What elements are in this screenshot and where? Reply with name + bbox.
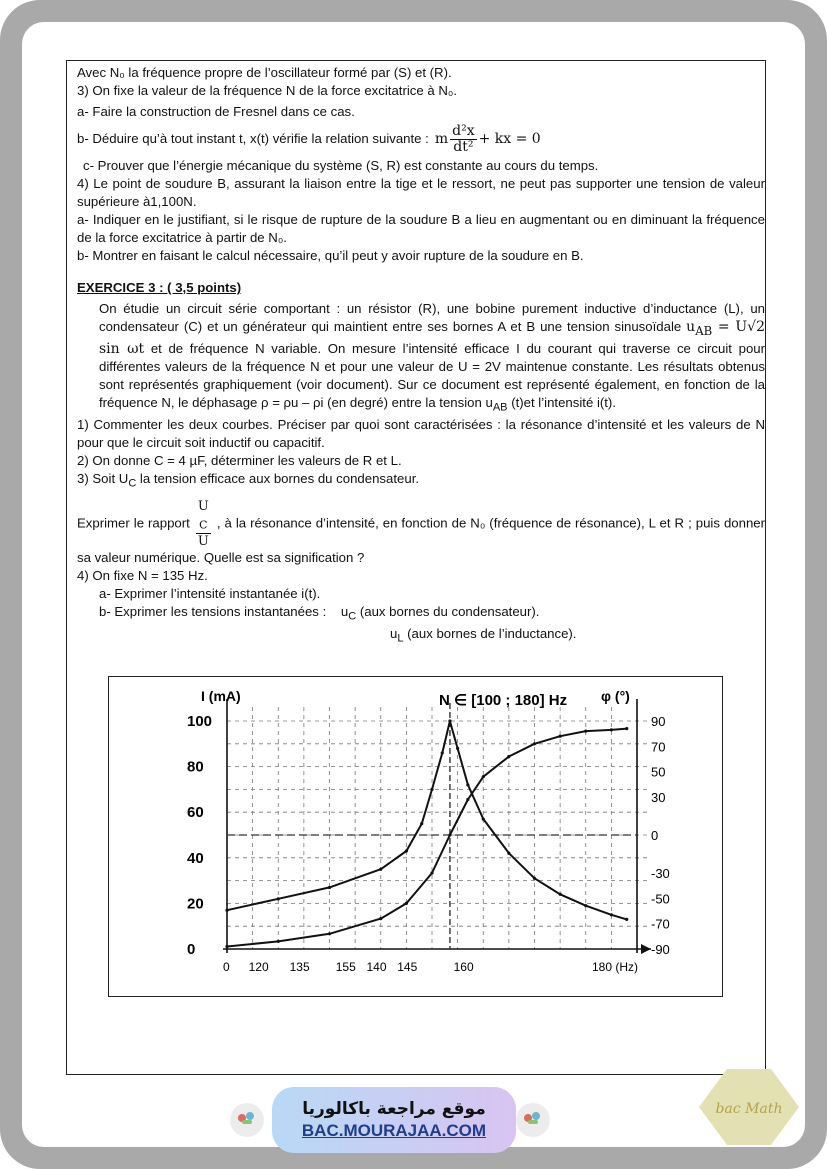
y-left-tick-label: 60 bbox=[187, 804, 204, 822]
question-3a: a- Faire la construction de Fresnel dans ce cas. bbox=[77, 104, 355, 119]
intro-sub: AB bbox=[492, 401, 508, 414]
y-left-tick-label: 0 bbox=[187, 941, 196, 958]
chart-ylabel-left: I (mA) bbox=[201, 688, 241, 704]
chart-title: N ∈ [100 ; 180] Hz bbox=[439, 692, 568, 709]
intensity-point bbox=[610, 913, 613, 916]
equation-m: m bbox=[434, 131, 449, 147]
ex3-question-4b-ul bbox=[77, 625, 765, 648]
chart-ylabel-right: φ (°) bbox=[601, 688, 630, 704]
footer-arabic-title: موقع مراجعة باكالوريا bbox=[302, 1099, 486, 1119]
phase-point bbox=[405, 902, 408, 905]
chart-left-ticks bbox=[187, 713, 212, 958]
site-logo-left bbox=[230, 1103, 264, 1137]
uc-text: (aux bornes du condensateur). bbox=[356, 603, 540, 619]
intensity-curve bbox=[227, 721, 627, 919]
y-left-tick-label: 100 bbox=[187, 713, 213, 730]
y-right-tick-label: 30 bbox=[651, 790, 666, 805]
uc-letter: u bbox=[340, 603, 349, 619]
x-tick-label: 120 bbox=[248, 960, 269, 974]
exam-content bbox=[77, 64, 765, 648]
phase-point bbox=[482, 775, 485, 778]
ul-sub: L bbox=[397, 632, 404, 645]
question-3: 3) On fixe la valeur de la fréquence N de la force excitatrice à N₀. bbox=[77, 83, 458, 98]
footer-url-link[interactable]: BAC.MOURAJAA.COM bbox=[301, 1121, 487, 1140]
phase-point bbox=[277, 940, 280, 943]
y-right-tick-label: -30 bbox=[651, 866, 670, 881]
question-4: 4) Le point de soudure B, assurant la liaison entre la tige et le ressort, ne peut pas supporter une tension de valeur supérieure à1,100N. bbox=[77, 176, 765, 209]
x-tick-label: 180 (Hz) bbox=[592, 960, 639, 974]
ex3-question-2: 2) On donne C = 4 µF, déterminer les valeurs de R et L. bbox=[77, 453, 402, 469]
y-right-tick-label: -90 bbox=[651, 942, 670, 957]
intensity-point bbox=[379, 868, 382, 871]
equation-numerator: d²x bbox=[452, 122, 475, 139]
y-left-tick-label: 80 bbox=[187, 758, 204, 776]
ex3-question-4b bbox=[77, 603, 765, 626]
ratio-text-b: , à la résonance d’intensité, en fonction de N₀ (fréquence de résonance), L et R ; puis donner sa valeur numérique. Quelle est sa signification ? bbox=[77, 515, 766, 565]
y-right-tick-label: 0 bbox=[651, 828, 659, 843]
phase-point bbox=[533, 742, 536, 745]
phase-point bbox=[625, 727, 628, 730]
question-3c: c- Prouver que l’énergie mécanique du système (S, R) est constante au cours du temps. bbox=[83, 158, 599, 173]
intensity-point bbox=[559, 893, 562, 896]
x-tick-label: 0 bbox=[223, 960, 230, 974]
x-tick-label: 140 bbox=[366, 960, 387, 974]
intensity-point bbox=[405, 849, 408, 852]
exercise-3-title: EXERCICE 3 : ( 3,5 points) bbox=[77, 280, 242, 295]
ratio-num-sub: C bbox=[199, 518, 208, 532]
ratio-fraction bbox=[196, 499, 211, 549]
x-tick-label: 145 bbox=[397, 960, 418, 974]
intensity-point bbox=[225, 909, 228, 912]
q4b-text: b- Exprimer les tensions instantanées : bbox=[99, 603, 327, 619]
q3-text: 3) Soit U bbox=[77, 471, 129, 487]
x-tick-label: 160 bbox=[453, 960, 474, 974]
intensity-point bbox=[482, 817, 485, 820]
y-right-tick-label: 50 bbox=[651, 764, 666, 780]
chart-series bbox=[225, 719, 628, 948]
chart-grid bbox=[223, 699, 651, 954]
phase-point bbox=[559, 735, 562, 738]
y-left-tick-label: 20 bbox=[187, 895, 204, 913]
x-tick-label: 135 bbox=[289, 960, 310, 974]
y-right-tick-label: 70 bbox=[651, 739, 666, 755]
intro-part-c: (t)et l’intensité i(t). bbox=[507, 394, 616, 410]
intro-part-a: On étudie un circuit série comportant : un résistor (R), une bobine purement inductive d’inductance (L), un condensateur (C) et un générateur qui maintient entre ses bornes A et B une tension sinusoïdale bbox=[99, 301, 765, 334]
ex3-question-3-ratio bbox=[77, 499, 765, 567]
question-4a: a- Indiquer en le justifiant, si le risque de rupture de la soudure B a lieu en augmentant ou en diminuant la fréquence de la force excitatrice à partir de N₀. bbox=[77, 212, 765, 245]
ratio-text-a: Exprimer le rapport bbox=[77, 515, 190, 531]
y-right-tick-label: -70 bbox=[651, 916, 670, 932]
intro-part-b: et de fréquence N variable. On mesure l’intensité efficace I du courant qui traverse ce circuit pour différentes valeurs de la fréquence N et pour une valeur de U = 2V maintenue constante. Les résultats obtenus sont représentés graphiquement (voir document). Sur ce document est représenté également, en fonction de la fréquence N, le déphasage ρ = ρu – ρi (en degré) entre la tension u bbox=[99, 340, 765, 410]
intensity-point bbox=[328, 886, 331, 889]
question-3b-text: b- Déduire qu’à tout instant t, x(t) vérifie la relation suivante : bbox=[77, 131, 429, 146]
ul-letter: u bbox=[390, 626, 398, 642]
phase-point bbox=[584, 730, 587, 733]
y-right-tick-label: -50 bbox=[651, 891, 670, 907]
y-left-tick-label: 40 bbox=[187, 849, 204, 867]
chart-right-ticks bbox=[651, 714, 670, 957]
resonance-chart bbox=[108, 676, 723, 997]
ul-text: (aux bornes de l’inductance). bbox=[403, 626, 577, 642]
intensity-point bbox=[441, 751, 444, 754]
intensity-point bbox=[456, 747, 459, 750]
intensity-point bbox=[584, 904, 587, 907]
ratio-numerator bbox=[196, 499, 211, 534]
y-right-tick-label: 90 bbox=[651, 714, 666, 729]
equation-denominator: dt² bbox=[453, 138, 474, 155]
intensity-point bbox=[420, 822, 423, 825]
equation-rest: + kx = 0 bbox=[478, 131, 541, 147]
bac-math-logo-text: bac Math bbox=[715, 1101, 783, 1117]
phase-curve bbox=[227, 729, 627, 947]
resonance-chart-svg bbox=[109, 677, 724, 998]
intensity-point bbox=[277, 897, 280, 900]
q3-rest: la tension efficace aux bornes du condensateur. bbox=[136, 471, 420, 487]
uc-sub: C bbox=[348, 610, 357, 623]
site-logo-right bbox=[516, 1103, 550, 1137]
equation-fraction bbox=[450, 124, 476, 155]
phase-point bbox=[507, 755, 510, 758]
phase-point bbox=[225, 945, 228, 948]
phase-point bbox=[448, 833, 451, 836]
uab-expression: = U√2 sin ωt bbox=[99, 319, 766, 357]
intensity-point bbox=[625, 918, 628, 921]
question-4b: b- Montrer en faisant le calcul nécessaire, qu’il peut y avoir rupture de la soudure en B. bbox=[77, 248, 584, 263]
ratio-num-letter: U bbox=[197, 499, 209, 515]
phase-point bbox=[430, 871, 433, 874]
bac-math-logo bbox=[697, 1067, 801, 1147]
exercise-3-intro bbox=[77, 300, 765, 416]
x-axis-arrow bbox=[641, 944, 651, 954]
q3-sub: C bbox=[128, 478, 137, 491]
intensity-point bbox=[448, 719, 451, 722]
phase-point bbox=[328, 932, 331, 935]
phase-point bbox=[610, 728, 613, 731]
intensity-point bbox=[533, 877, 536, 880]
intensity-point bbox=[507, 852, 510, 855]
ratio-denominator: U bbox=[197, 533, 209, 549]
intensity-point bbox=[430, 788, 433, 791]
ex3-question-3 bbox=[77, 470, 765, 493]
phase-point bbox=[379, 917, 382, 920]
intensity-point bbox=[466, 783, 469, 786]
ex3-question-1: 1) Commenter les deux courbes. Préciser par quoi sont caractérisées : la résonance d’intensité et les valeurs de N pour que le circuit soit inductif ou capacitif. bbox=[77, 417, 765, 451]
question-3b bbox=[77, 121, 765, 157]
phase-point bbox=[466, 798, 469, 801]
paragraph-n0: Avec N₀ la fréquence propre de l’oscillateur formé par (S) et (R). bbox=[77, 65, 452, 80]
uab-letter: u bbox=[686, 319, 696, 335]
uab-sub: AB bbox=[695, 323, 713, 338]
ex3-question-4a: a- Exprimer l’intensité instantanée i(t). bbox=[99, 585, 321, 601]
footer-site-badge[interactable] bbox=[272, 1087, 516, 1153]
chart-x-ticks bbox=[223, 960, 638, 974]
ex3-question-4: 4) On fixe N = 135 Hz. bbox=[77, 567, 208, 583]
x-tick-label: 155 bbox=[335, 960, 356, 974]
